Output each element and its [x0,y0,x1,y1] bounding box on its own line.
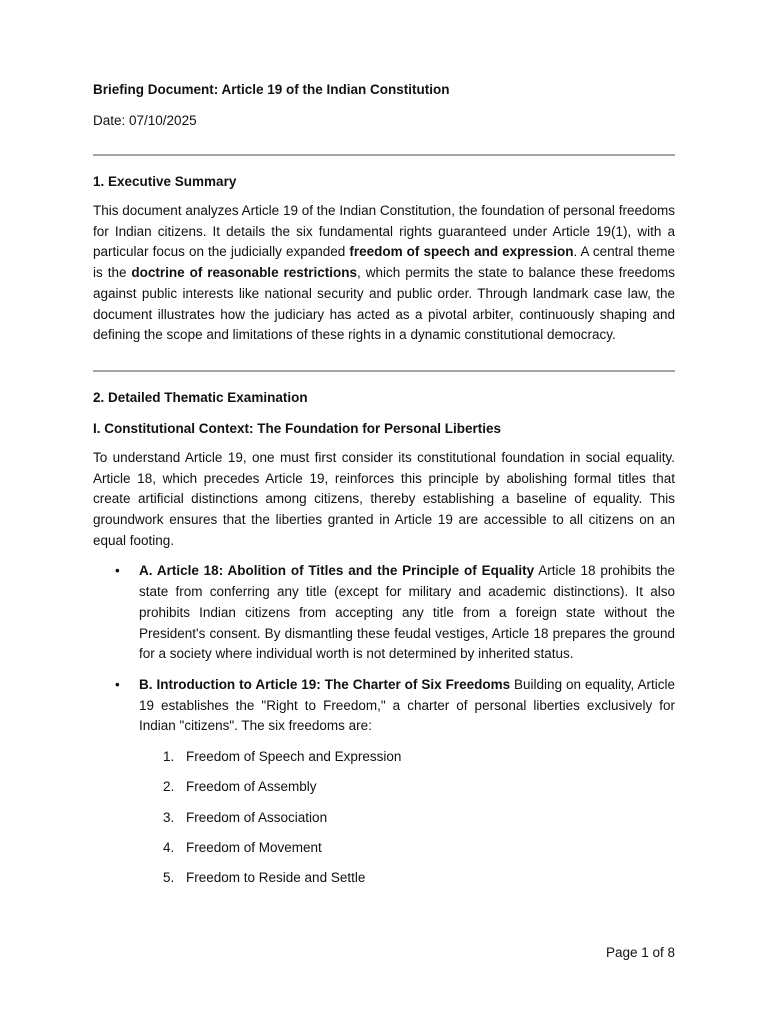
bullet-item-article-18 [93,561,675,665]
bullet-marker: • [115,563,120,579]
section-divider [93,154,675,156]
list-item-label: Freedom of Speech and Expression [186,749,402,765]
summary-text: , which permits the state to balance these freedoms against public interests like national security and public order. Through landmark case law, the document illustrates how the judiciary has acted as a pivotal arbiter, continuously shaping and defining the scope and limitations of these rights in a dynamic constitutional democracy. [93,265,675,343]
list-number: 2. [163,779,175,795]
document-date: Date: 07/10/2025 [93,113,197,128]
bullet-text: Building on equality, Article 19 establishes the "Right to Freedom," a charter of personal liberties exclusively for Indian "citizens". The six freedoms are: [139,676,675,734]
section-heading-thematic-examination: 2. Detailed Thematic Examination [93,389,308,405]
subsection-heading-constitutional-context: I. Constitutional Context: The Foundation for Personal Liberties [93,420,502,436]
bullet-item-article-19 [93,675,675,737]
list-item [93,747,675,768]
summary-text: This document analyzes Article 19 of the Indian Constitution, the foundation of personal freedoms for Indian citizens. It details the six fundamental rights guaranteed under Article 19(1), with a particular focus on the judicially expanded [93,203,675,260]
list-item-label: Freedom of Assembly [186,779,317,795]
summary-emphasis-restrictions: doctrine of reasonable restrictions [131,265,358,281]
bullet-heading: A. Article 18: Abolition of Titles and the Principle of Equality [139,563,535,579]
list-number: 1. [163,749,175,765]
document-title: Briefing Document: Article 19 of the Indian Constitution [93,82,450,97]
bullet-list [93,561,675,737]
freedoms-list [93,747,675,889]
section-divider [93,370,675,372]
constitutional-context-paragraph: To understand Article 19, one must first consider its constitutional foundation in social equality. Article 18, which precedes Article 19, reinforces this principle by abolishing formal titles that create artificial distinctions among citizens, thereby establishing a baseline of equality. This groundwork ensures that the liberties granted in Article 19 are accessible to all citizens on an equal footing. [93,449,675,548]
bullet-heading: B. Introduction to Article 19: The Charter of Six Freedoms [139,676,511,692]
list-item-label: Freedom of Association [186,809,328,825]
list-item [93,868,675,889]
list-item [93,808,675,829]
bullet-text: Article 18 prohibits the state from conferring any title (except for military and academic distinctions). It also prohibits Indian citizens from accepting any title from a foreign state without the President's consent. By dismantling these feudal vestiges, Article 18 prepares the ground for a society where individual worth is not determined by inherited status. [139,563,676,662]
list-number: 3. [163,809,175,825]
list-item-label: Freedom to Reside and Settle [186,870,366,886]
bullet-marker: • [115,676,120,692]
summary-text: . A central theme is the [93,244,675,281]
list-item [93,838,675,859]
executive-summary-paragraph [93,201,675,346]
list-item [93,777,675,798]
list-item-label: Freedom of Movement [186,839,322,855]
page-number: Page 1 of 8 [605,945,675,960]
summary-emphasis-speech: freedom of speech and expression [349,244,574,260]
list-number: 5. [163,870,175,886]
list-number: 4. [163,839,175,855]
section-heading-executive-summary: 1. Executive Summary [93,174,237,189]
document-page [93,80,675,899]
